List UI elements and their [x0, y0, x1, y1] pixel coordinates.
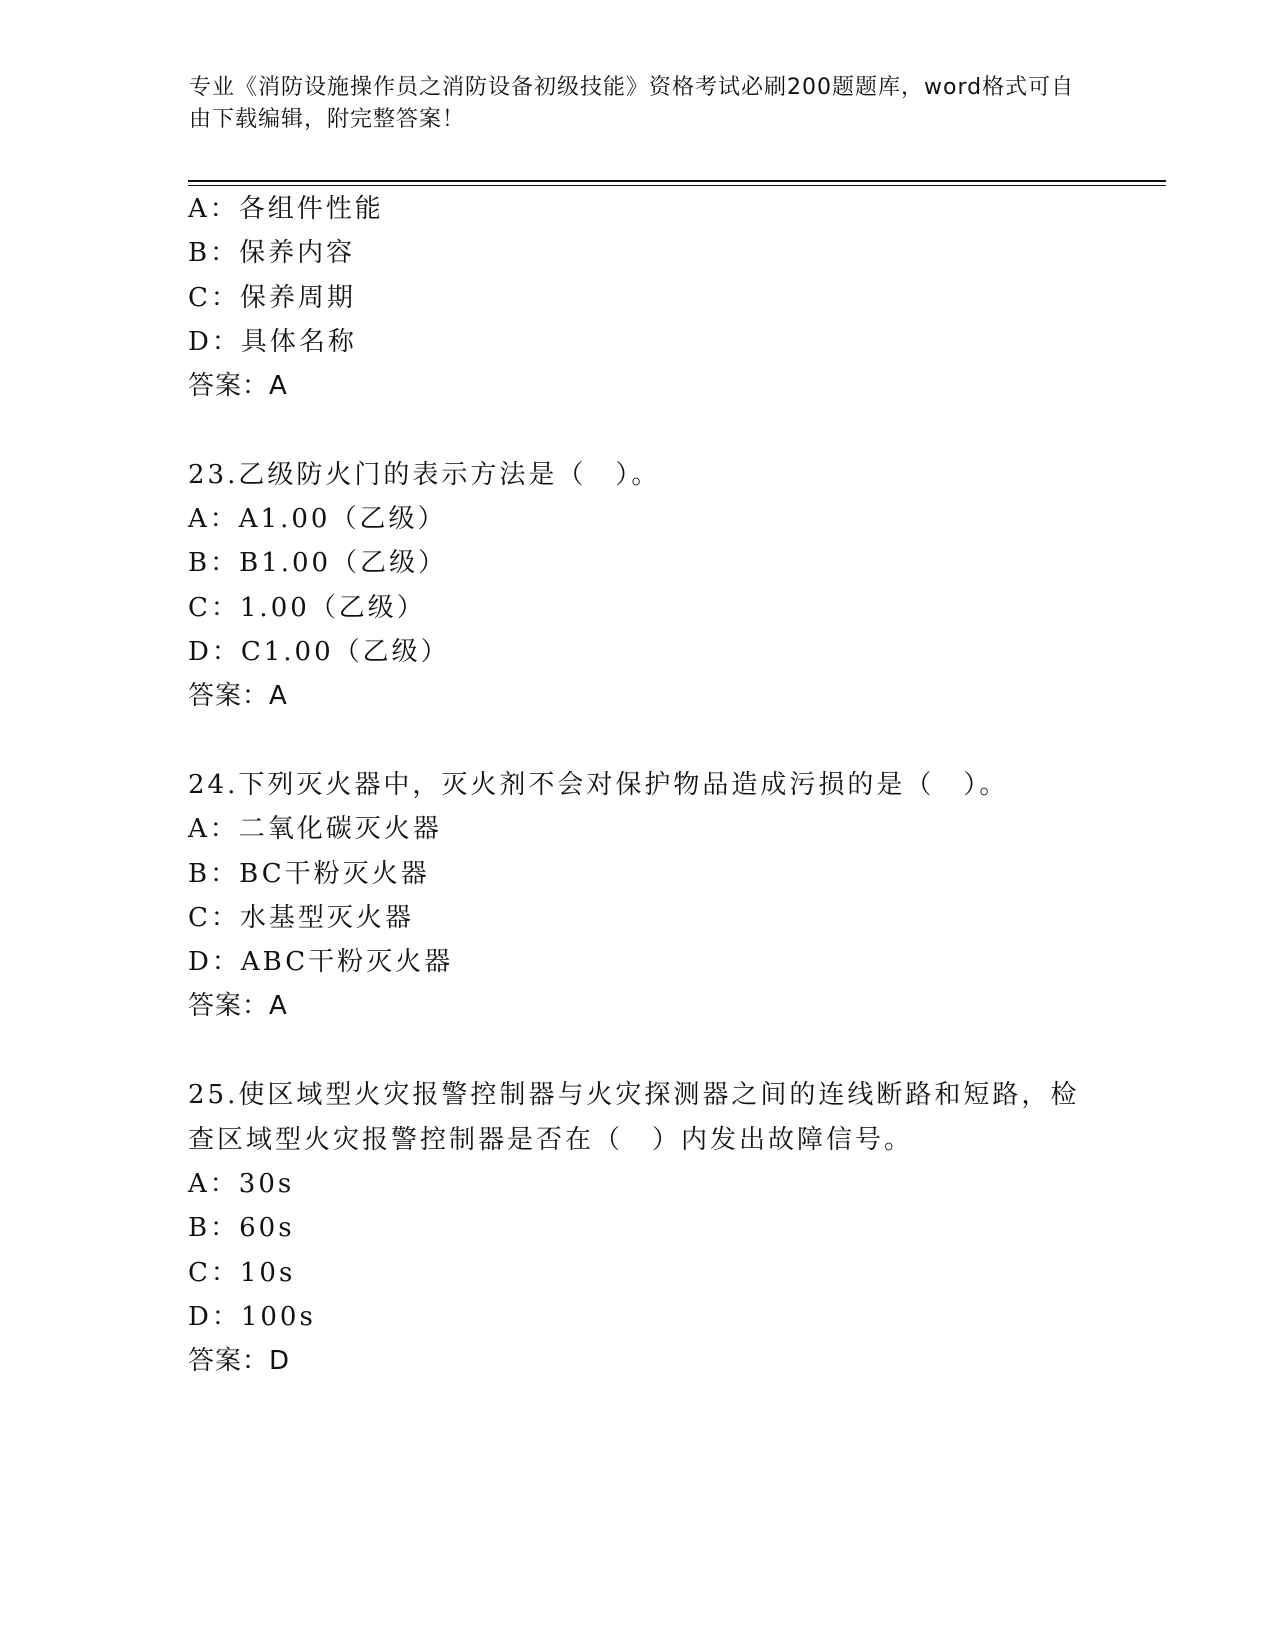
question-25-text-line-2: 查区域型火灾报警控制器是否在（ ）内发出故障信号。	[188, 1125, 914, 1155]
answer-line: 答案：A	[188, 681, 288, 711]
answer-line: 答案：A	[188, 371, 288, 401]
option-c: C：1.00（乙级）	[188, 593, 426, 623]
question-24-text: 24.下列灭火器中，灭火剂不会对保护物品造成污损的是（ ）。	[188, 770, 1009, 800]
option-a: A：二氧化碳灭火器	[188, 814, 442, 844]
question-25-text-line-1: 25.使区域型火灾报警控制器与火灾探测器之间的连线断路和短路，检	[188, 1080, 1080, 1110]
document-header: 专业《消防设施操作员之消防设备初级技能》资格考试必刷200题题库，word格式可自由下载编辑，附完整答案！	[189, 75, 1075, 132]
option-b: B：B1.00（乙级）	[188, 548, 448, 578]
option-c: C：保养周期	[188, 283, 356, 313]
answer-line: 答案：D	[188, 1346, 291, 1376]
option-d: D：具体名称	[188, 327, 357, 357]
option-d: D：100s	[188, 1302, 316, 1332]
option-d: D：ABC干粉灭火器	[188, 947, 454, 977]
option-c: C：水基型灭火器	[188, 903, 414, 933]
option-a: A：A1.00（乙级）	[188, 504, 447, 534]
option-b: B：60s	[188, 1213, 295, 1243]
header-divider-thick	[188, 180, 1166, 182]
option-c: C：10s	[188, 1258, 296, 1288]
option-d: D：C1.00（乙级）	[188, 637, 450, 667]
answer-line: 答案：A	[188, 991, 288, 1021]
header-divider-thin	[188, 185, 1166, 186]
question-23-text: 23.乙级防火门的表示方法是（ ）。	[188, 460, 661, 490]
option-a: A：30s	[188, 1169, 295, 1199]
option-b: B：保养内容	[188, 238, 356, 268]
option-b: B：BC干粉灭火器	[188, 859, 430, 889]
option-a: A：各组件性能	[188, 194, 384, 224]
